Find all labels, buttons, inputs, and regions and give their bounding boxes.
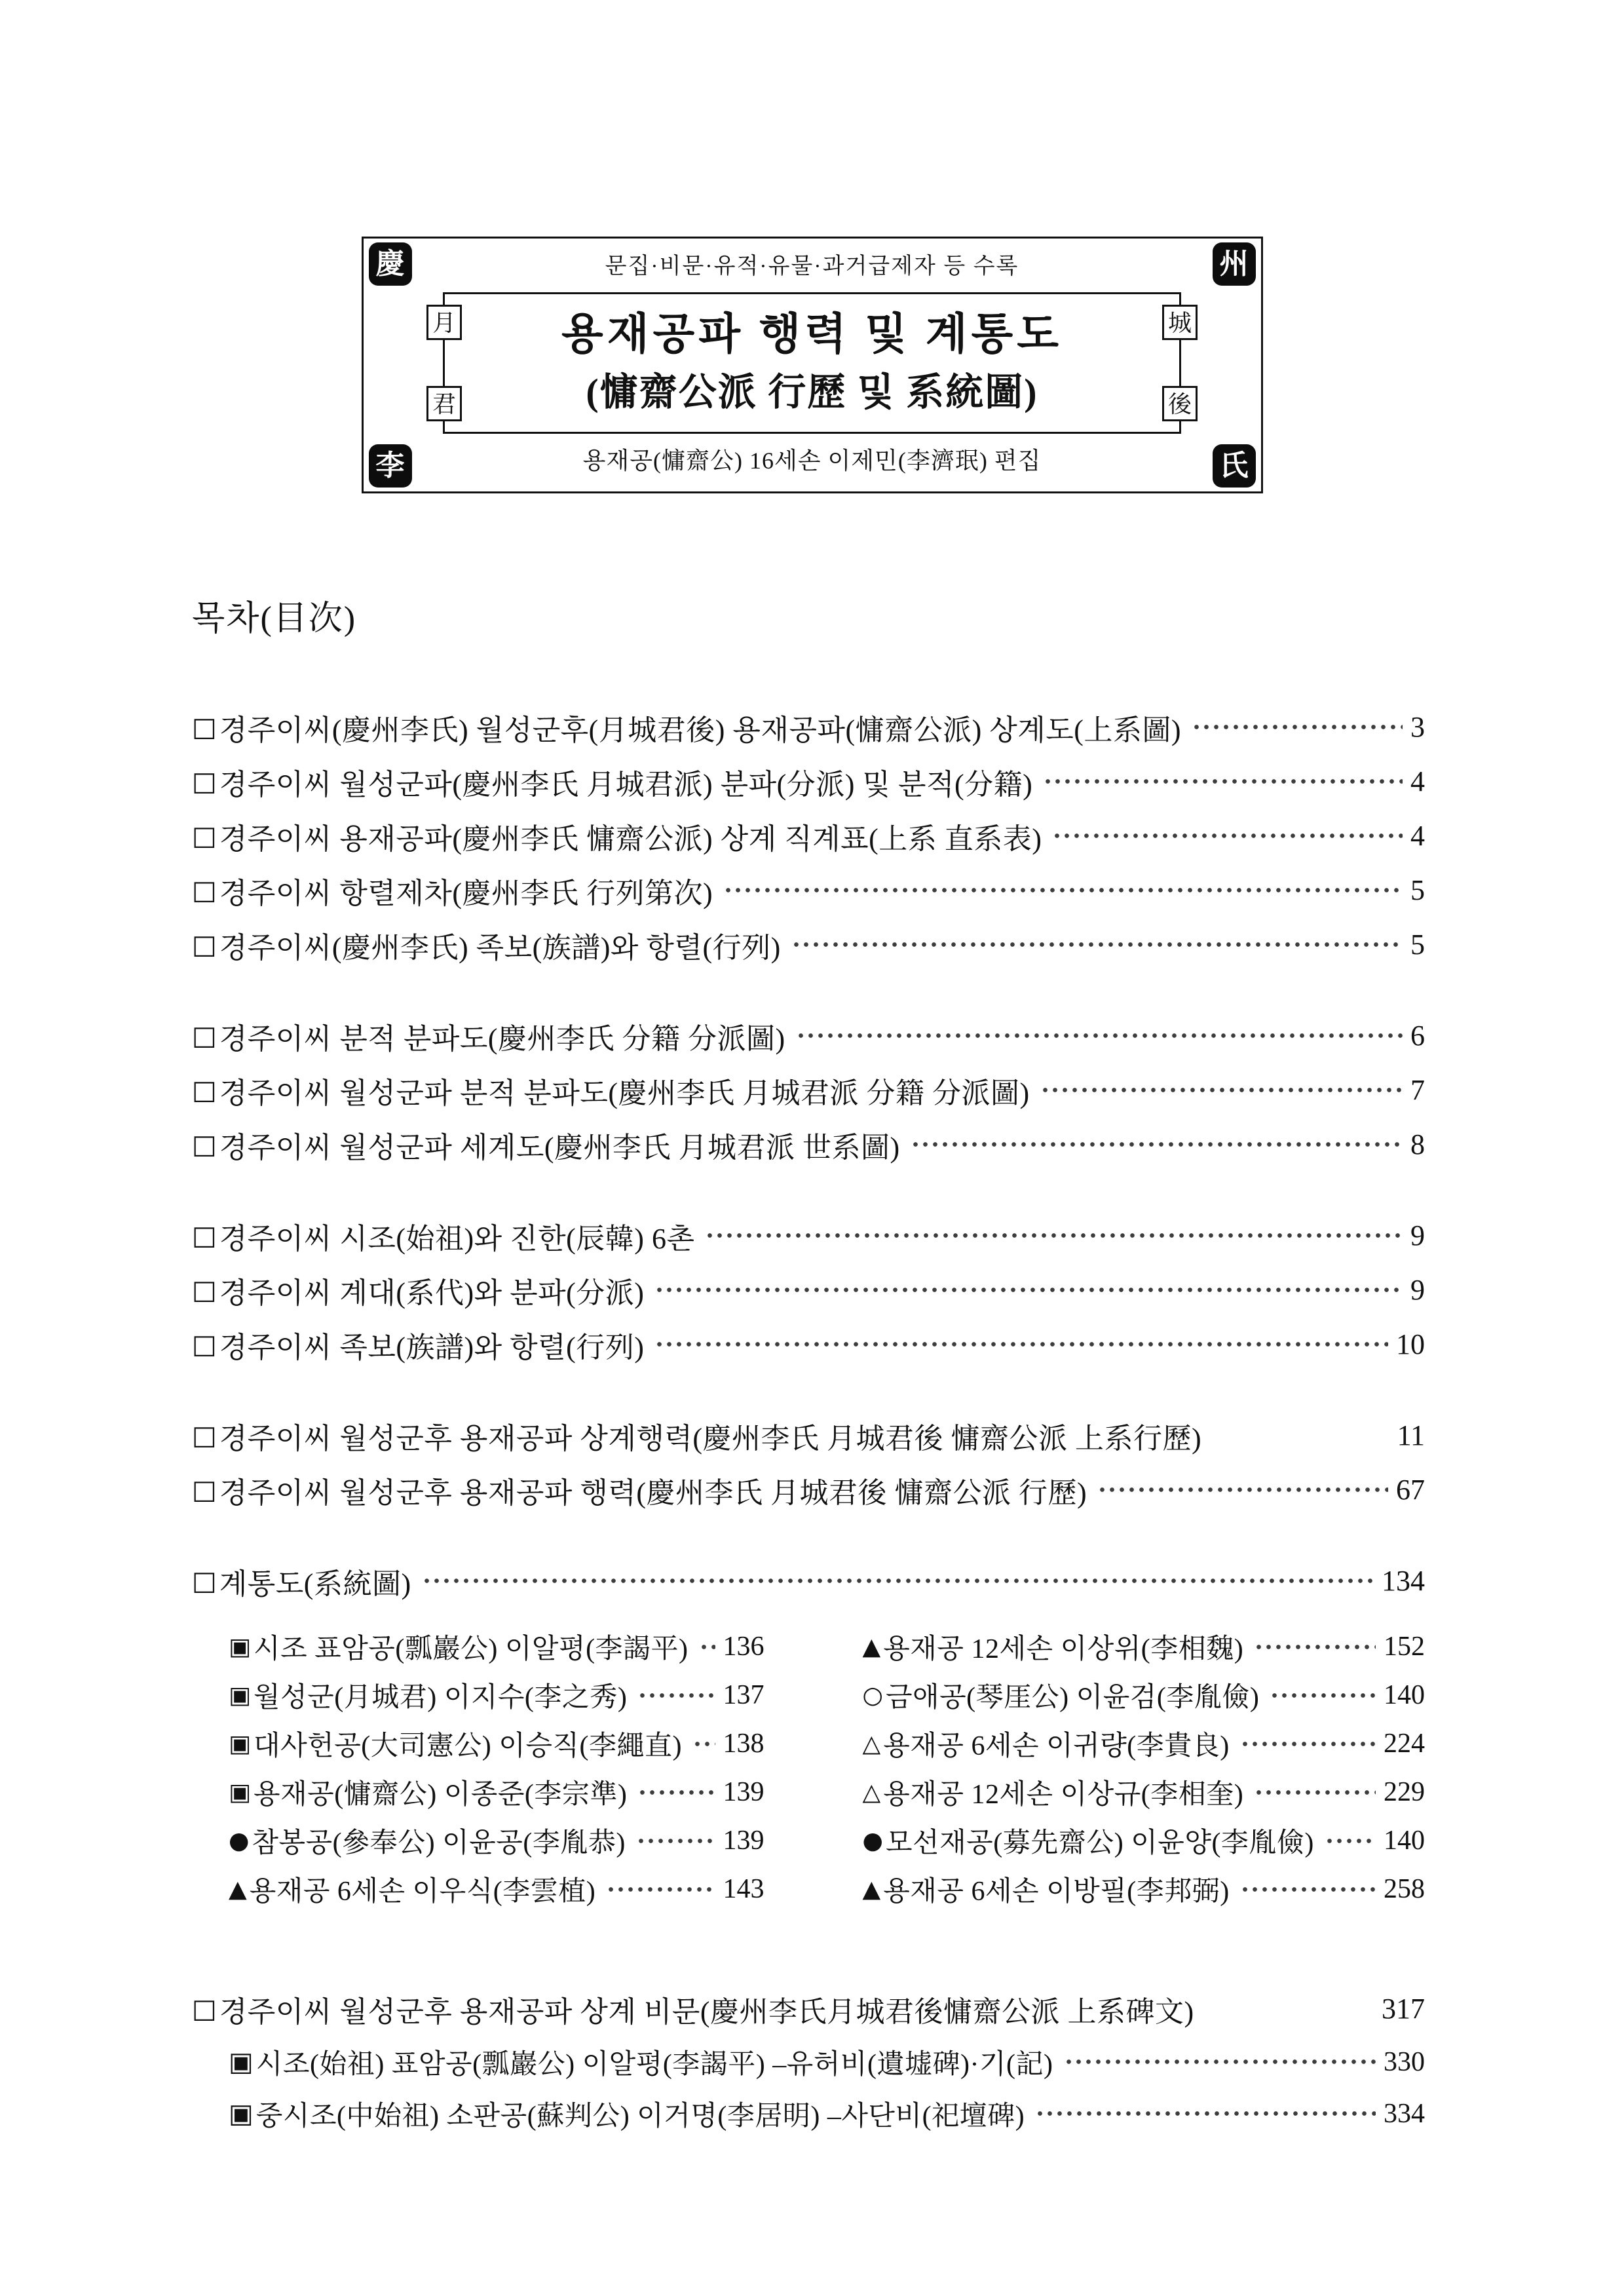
dotted-leader [705, 1221, 1403, 1250]
entry-label: 월성군(月城君) 이지수(李之秀) [254, 1683, 628, 1713]
toc-group [192, 1208, 1425, 1371]
dotted-leader [1064, 2048, 1376, 2076]
entry-label: 시조 표암공(瓢巖公) 이알평(李謁平) [254, 1634, 689, 1664]
entry-bullet-icon: □ [192, 820, 217, 851]
entry-page-number: 317 [1382, 1993, 1425, 2025]
toc-group [192, 1554, 1425, 1913]
toc-entry [192, 1317, 1425, 1371]
entry-label: 모선재공(募先齋公) 이윤양(李胤儉) [885, 1828, 1314, 1858]
entry-bullet-icon: ▣ [229, 1633, 252, 1660]
entry-page-number: 6 [1410, 1020, 1425, 1052]
toc-two-column-block [192, 1622, 1425, 1913]
entry-bullet-icon: △ [862, 1778, 881, 1806]
toc-entry [863, 1719, 1425, 1768]
entry-label: 시조(始祖) 표암공(瓢巖公) 이알평(李謁平) –유허비(遺墟碑)·기(記) [255, 2049, 1053, 2080]
dotted-leader [636, 1827, 715, 1854]
editor-credit: 용재공(慵齋公) 16세손 이제민(李濟珉) 편집 [582, 448, 1042, 474]
side-tab-right-top: 城 [1162, 305, 1198, 340]
entry-bullet-icon: □ [192, 1565, 217, 1596]
dotted-leader [1097, 1476, 1388, 1504]
dotted-leader [1040, 1076, 1403, 1105]
entry-page-number: 4 [1410, 765, 1425, 797]
entry-label: 경주이씨 계대(系代)와 분파(分派) [219, 1276, 645, 1309]
toc-entry [229, 2036, 1425, 2088]
dotted-leader [1052, 822, 1403, 851]
dotted-leader [699, 1633, 715, 1660]
title-inner-box [432, 292, 1192, 434]
entry-label: 경주이씨 항렬제차(慶州李氏 行列第次) [219, 877, 713, 909]
toc-entry [192, 1463, 1425, 1517]
entry-bullet-icon: ● [862, 1827, 883, 1854]
entry-page-number: 139 [723, 1777, 765, 1807]
dotted-leader [1254, 1633, 1376, 1660]
toc-entry [192, 1008, 1425, 1063]
toc-footer-sub-entries [192, 2036, 1425, 2139]
toc-entry [192, 917, 1425, 972]
entry-bullet-icon: ○ [862, 1681, 883, 1709]
toc-footer-section [192, 1981, 1425, 2139]
toc-column-left [229, 1622, 765, 1913]
entry-label: 경주이씨(慶州李氏) 월성군후(月城君後) 용재공파(慵齋公派) 상계도(上系圖) [219, 714, 1182, 746]
toc-group [192, 700, 1425, 972]
entry-bullet-icon: ▣ [229, 2046, 254, 2077]
entry-bullet-icon: ▣ [229, 1730, 252, 1757]
entry-label: 용재공 12세손 이상규(李相奎) [883, 1780, 1244, 1810]
dotted-leader [1043, 767, 1403, 796]
entry-page-number: 143 [723, 1874, 765, 1904]
dotted-leader [606, 1875, 715, 1903]
toc-entry [192, 1981, 1425, 2036]
toc-entry [863, 1816, 1425, 1865]
toc-entry [192, 700, 1425, 754]
main-title-hanja: (慵齋公派 行歷 및 系統圖) [586, 371, 1038, 413]
entry-label: 경주이씨 시조(始祖)와 진한(辰韓) 6촌 [219, 1222, 695, 1255]
dotted-leader [1192, 713, 1403, 742]
entry-page-number: 4 [1410, 820, 1425, 852]
side-tab-right-bottom: 後 [1162, 386, 1198, 421]
entry-bullet-icon: □ [192, 712, 217, 742]
dotted-leader [1035, 2100, 1376, 2128]
toc-content [0, 590, 1624, 2139]
entry-label: 경주이씨 족보(族譜)와 항렬(行列) [219, 1331, 645, 1364]
toc-entry [192, 863, 1425, 917]
toc-entry [863, 1622, 1425, 1671]
toc-entry [192, 1063, 1425, 1117]
toc-entry [192, 809, 1425, 863]
entry-bullet-icon: □ [192, 766, 217, 797]
dotted-leader [1254, 1778, 1376, 1806]
entry-label: 경주이씨 월성군파(慶州李氏 月城君派) 분파(分派) 및 분적(分籍) [219, 768, 1033, 801]
entry-bullet-icon: ▣ [229, 2098, 254, 2129]
entry-label: 경주이씨(慶州李氏) 족보(族譜)와 항렬(行列) [219, 931, 781, 964]
entry-page-number: 258 [1383, 1874, 1425, 1904]
toc-entry [229, 1719, 765, 1768]
entry-label: 용재공 12세손 이상위(李相魏) [883, 1634, 1244, 1664]
entry-label: 경주이씨 월성군후 용재공파 상계 비문(慶州李氏月城君後慵齋公派 上系碑文) [219, 1995, 1194, 2028]
entry-page-number: 140 [1383, 1680, 1425, 1710]
toc-entry [229, 1816, 765, 1865]
dotted-leader [1198, 1995, 1378, 2023]
entry-label: 계통도(系統圖) [219, 1567, 411, 1600]
dotted-leader [1240, 1730, 1376, 1757]
dotted-leader [1240, 1875, 1376, 1903]
toc-entry [229, 1622, 765, 1671]
toc-heading: 목차(目次) [192, 600, 357, 638]
toc-entry [192, 1554, 1425, 1608]
entry-page-number: 224 [1383, 1729, 1425, 1759]
toc-entry [229, 1865, 765, 1913]
dotted-leader [911, 1130, 1403, 1159]
dotted-leader [723, 876, 1403, 905]
corner-badge-top-right: 州 [1213, 242, 1256, 286]
entry-bullet-icon: □ [192, 1329, 217, 1360]
entry-page-number: 137 [723, 1680, 765, 1710]
entry-bullet-icon: ▣ [229, 1778, 252, 1806]
toc-entry [229, 2088, 1425, 2139]
entry-bullet-icon: □ [192, 875, 217, 906]
dotted-leader [796, 1022, 1403, 1050]
entry-label: 경주이씨 월성군후 용재공파 상계행력(慶州李氏 月城君後 慵齋公派 上系行歷) [219, 1422, 1202, 1455]
dotted-leader [692, 1730, 715, 1757]
entry-label: 용재공 6세손 이귀량(李貴良) [883, 1731, 1230, 1761]
toc-entry [229, 1768, 765, 1816]
entry-bullet-icon: ▲ [229, 1875, 247, 1903]
entry-page-number: 5 [1410, 874, 1425, 906]
dotted-leader [422, 1567, 1374, 1596]
toc-entry [863, 1671, 1425, 1719]
entry-page-number: 229 [1383, 1777, 1425, 1807]
entry-page-number: 136 [723, 1632, 765, 1662]
dotted-leader [791, 930, 1403, 959]
entry-label: 중시조(中始祖) 소판공(蘇判公) 이거명(李居明) –사단비(祀壇碑) [255, 2101, 1025, 2132]
toc-column-right [863, 1622, 1425, 1913]
entry-bullet-icon: ▲ [862, 1875, 881, 1903]
header-note: 문집·비문·유적·유물·과거급제자 등 수록 [605, 254, 1019, 278]
entry-label: 경주이씨 분적 분파도(慶州李氏 分籍 分派圖) [219, 1022, 785, 1055]
entry-page-number: 8 [1410, 1128, 1425, 1160]
entry-label: 경주이씨 월성군파 세계도(慶州李氏 月城君派 世系圖) [219, 1131, 900, 1164]
dotted-leader [654, 1330, 1388, 1359]
entry-label: 용재공(慵齋公) 이종준(李宗準) [254, 1780, 628, 1810]
toc-group [192, 1008, 1425, 1172]
title-box [362, 237, 1263, 493]
toc-entry [863, 1865, 1425, 1913]
dotted-leader [1205, 1421, 1393, 1450]
entry-page-number: 7 [1410, 1074, 1425, 1106]
entry-page-number: 139 [723, 1826, 765, 1856]
entry-bullet-icon: △ [862, 1730, 881, 1757]
entry-label: 용재공 6세손 이우식(李雲植) [249, 1877, 596, 1907]
entry-page-number: 67 [1396, 1474, 1425, 1506]
entry-page-number: 11 [1397, 1419, 1425, 1451]
entry-bullet-icon: □ [192, 1274, 217, 1305]
toc-group [192, 1408, 1425, 1517]
entry-bullet-icon: □ [192, 929, 217, 960]
entry-label: 참봉공(參奉公) 이윤공(李胤恭) [252, 1828, 626, 1858]
entry-page-number: 134 [1382, 1565, 1425, 1597]
toc-entry [863, 1768, 1425, 1816]
toc-entry [192, 1208, 1425, 1263]
entry-bullet-icon: □ [192, 1420, 217, 1451]
entry-page-number: 334 [1384, 2098, 1425, 2129]
entry-bullet-icon: ▲ [862, 1633, 881, 1660]
toc-list [192, 700, 1425, 2139]
entry-label: 경주이씨 월성군파 분적 분파도(慶州李氏 月城君派 分籍 分派圖) [219, 1077, 1030, 1109]
toc-entry [192, 1263, 1425, 1317]
entry-bullet-icon: □ [192, 1129, 217, 1160]
side-tab-left-top: 月 [426, 305, 462, 340]
corner-badge-bottom-left: 李 [369, 444, 412, 488]
corner-badge-bottom-right: 氏 [1213, 444, 1256, 488]
dotted-leader [1270, 1681, 1376, 1709]
corner-badge-top-left: 慶 [369, 242, 412, 286]
dotted-leader [637, 1681, 715, 1709]
toc-entry [229, 1671, 765, 1719]
entry-page-number: 9 [1410, 1219, 1425, 1252]
entry-page-number: 9 [1410, 1274, 1425, 1306]
entry-label: 금애공(琴厓公) 이윤검(李胤儉) [885, 1683, 1260, 1713]
entry-bullet-icon: □ [192, 1474, 217, 1505]
toc-entry [192, 1117, 1425, 1172]
entry-bullet-icon: □ [192, 1993, 217, 2024]
entry-page-number: 152 [1383, 1632, 1425, 1662]
entry-bullet-icon: ▣ [229, 1681, 252, 1709]
entry-page-number: 138 [723, 1729, 765, 1759]
dotted-leader [1325, 1827, 1376, 1854]
entry-bullet-icon: □ [192, 1075, 217, 1105]
toc-entry [192, 754, 1425, 809]
entry-page-number: 140 [1383, 1826, 1425, 1856]
entry-label: 경주이씨 월성군후 용재공파 행력(慶州李氏 月城君後 慵齋公派 行歷) [219, 1476, 1087, 1509]
entry-label: 경주이씨 용재공파(慶州李氏 慵齋公派) 상계 직계표(上系 直系表) [219, 822, 1042, 855]
entry-page-number: 10 [1396, 1328, 1425, 1360]
entry-label: 대사헌공(大司憲公) 이승직(李繩直) [254, 1731, 682, 1761]
main-title: 용재공파 행력 및 계통도 [561, 311, 1063, 358]
entry-label: 용재공 6세손 이방필(李邦弼) [883, 1877, 1230, 1907]
dotted-leader [654, 1276, 1403, 1305]
side-tab-left-bottom: 君 [426, 386, 462, 421]
entry-bullet-icon: □ [192, 1220, 217, 1251]
toc-entry [192, 1408, 1425, 1463]
entry-page-number: 5 [1410, 928, 1425, 961]
entry-bullet-icon: ● [229, 1827, 250, 1854]
entry-bullet-icon: □ [192, 1020, 217, 1051]
entry-page-number: 330 [1384, 2046, 1425, 2077]
entry-page-number: 3 [1410, 711, 1425, 743]
dotted-leader [637, 1778, 715, 1806]
